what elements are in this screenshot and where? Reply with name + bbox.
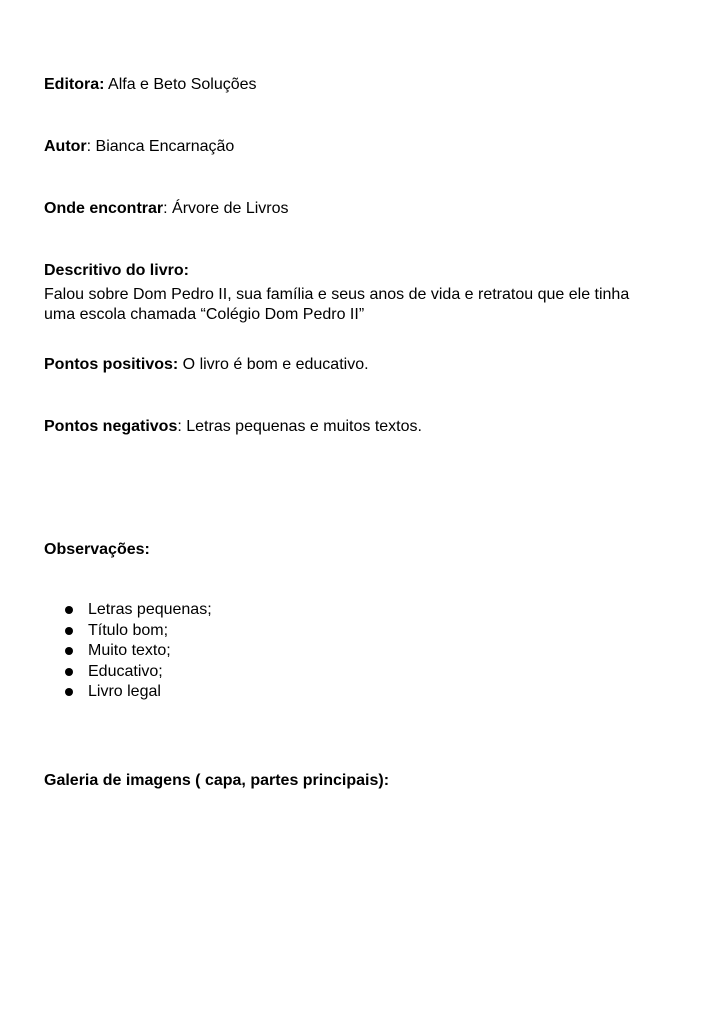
editora-value: Alfa e Beto Soluções [104, 76, 257, 93]
bullet-icon [65, 688, 73, 696]
autor-value: : Bianca Encarnação [86, 138, 235, 155]
pontos-positivos-value: O livro é bom e educativo. [178, 356, 369, 373]
descritivo-label: Descritivo do livro: [44, 262, 189, 279]
pontos-positivos-label: Pontos positivos: [44, 356, 179, 373]
observacoes-list [44, 600, 212, 703]
list-item-label: Livro legal [88, 683, 161, 700]
descritivo-section [44, 261, 684, 325]
onde-encontrar-label: Onde encontrar [44, 200, 164, 217]
autor-label: Autor [44, 138, 87, 155]
editora-line [44, 75, 257, 95]
descritivo-text-line-1: Falou sobre Dom Pedro II, sua família e seus anos de vida e retratou que ele tinha [44, 286, 630, 303]
list-item-label: Título bom; [88, 621, 169, 639]
list-item-label: Letras pequenas; [88, 601, 212, 618]
list-item-label: Educativo; [88, 662, 163, 680]
observacoes-label: Observações: [44, 541, 150, 558]
descritivo-text-line-2: uma escola chamada “Colégio Dom Pedro II” [44, 306, 365, 323]
bullet-icon [65, 627, 73, 635]
list-item [44, 600, 212, 621]
bullet-icon [65, 606, 73, 614]
list-item [44, 662, 212, 683]
list-item-label: Muito texto; [88, 642, 171, 659]
bullet-icon [65, 647, 73, 655]
bullet-icon [65, 668, 73, 676]
pontos-negativos-value: : Letras pequenas e muitos textos. [177, 418, 422, 435]
list-item [44, 641, 212, 662]
pontos-negativos-line [44, 417, 422, 437]
pontos-negativos-label: Pontos negativos [44, 418, 178, 435]
autor-line [44, 137, 234, 157]
onde-encontrar-value: : Árvore de Livros [163, 200, 289, 217]
galeria-label: Galeria de imagens ( capa, partes principais): [44, 772, 390, 789]
pontos-positivos-line [44, 355, 369, 375]
list-item [44, 621, 212, 642]
list-item [44, 682, 212, 703]
onde-encontrar-line [44, 199, 289, 219]
editora-label: Editora: [44, 76, 105, 93]
